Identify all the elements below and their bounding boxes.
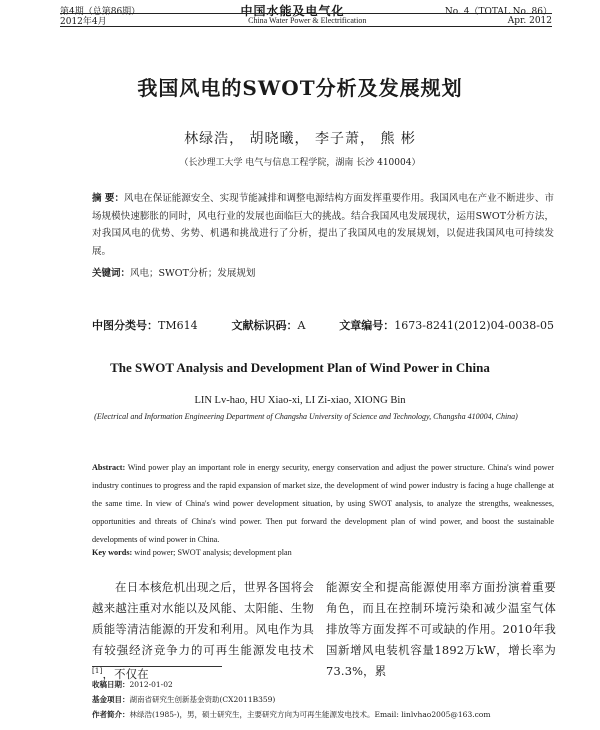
article-number <box>339 317 554 333</box>
doc-value: A <box>297 319 306 332</box>
journal-name-en: China Water Power & Electrification <box>248 16 367 25</box>
header-rule-bottom <box>60 26 552 27</box>
body-left-tail: ，不仅在 <box>102 666 149 681</box>
affiliation-en: (Electrical and Information Engineering Department of Changsha University of Science and Technology, Changsha 410004, China) <box>94 412 518 421</box>
issue-date-cn: 2012年4月 <box>60 17 107 27</box>
footnote-received <box>92 679 554 690</box>
bio-label: 作者简介： <box>92 710 130 719</box>
doc-label: 文献标识码： <box>231 319 298 332</box>
keywords-cn <box>92 265 554 279</box>
keywords-en <box>92 548 554 557</box>
fund-label: 基金项目： <box>92 695 130 704</box>
received-label: 收稿日期： <box>92 680 130 689</box>
abstract-en-label: Abstract: <box>92 463 126 472</box>
keywords-cn-label: 关键词： <box>92 268 131 279</box>
journal-name-cn: 中国水能及电气化 <box>240 4 345 18</box>
paper-title-en: The SWOT Analysis and Development Plan of Wind Power in China <box>110 360 490 375</box>
issue-number-cn: 第4期（总第86期） <box>60 7 141 17</box>
authors-cn: 林绿浩， 胡晓曦， 李子萧， 熊 彬 <box>184 131 416 147</box>
abstract-en-text: Wind power play an important role in energy security, energy conservation and adjust the power structure. China's wind power industry continues to progress and the rapid expansion of market size, the development of wind power industry is facing a huge challenge at the same time. In view of China's wind power development situation, by using SWOT analysis, to analyze the strengths, weaknesses, opportunities and threats of China's wind power. Then put forward the development plan of wind power, and boost the sustainable developments of wind power in China. <box>92 463 554 544</box>
issue-number-en: No. 4（TOTAL No. 86） <box>444 7 552 17</box>
article-label: 文章编号： <box>339 319 395 332</box>
clc-value: TM614 <box>158 319 198 332</box>
classification-row <box>92 317 554 333</box>
keywords-en-text: wind power; SWOT analysis; development plan <box>134 548 292 557</box>
issue-date-en: Apr. 2012 <box>507 15 552 26</box>
bio-text: 林绿浩(1985-)，男，硕士研究生，主要研究方向为可再生能源发电技术。Email: linlvhao2005@163.com <box>129 710 491 719</box>
affiliation-cn: （长沙理工大学 电气与信息工程学院，湖南 长沙 410004） <box>179 158 421 168</box>
body-column-left <box>92 577 314 685</box>
paper-title-cn: 我国风电的SWOT分析及发展规划 <box>137 76 463 100</box>
footnote-separator <box>92 666 222 667</box>
footnote-author-bio <box>92 709 554 720</box>
body-column-right: 能源安全和提高能源使用率方面扮演着重要角色，而且在控制环境污染和减少温室气体排放等方面发挥不可或缺的作用。2010年我国新增风电装机容量1892万kW，增长率为73.3%，累 <box>326 580 556 678</box>
received-date: 2012-01-02 <box>129 680 173 689</box>
keywords-cn-text: 风电；SWOT分析；发展规划 <box>130 268 256 279</box>
abstract-cn-label: 摘 要： <box>92 193 125 204</box>
footnote-fund <box>92 694 554 705</box>
citation-ref[interactable]: [1] <box>92 667 103 675</box>
article-value: 1673-8241(2012)04-0038-05 <box>394 319 554 332</box>
authors-en: LIN Lv-hao, HU Xiao-xi, LI Zi-xiao, XIONG Bin <box>194 395 406 406</box>
body-left-text: 在日本核危机出现之后，世界各国将会越来越注重对水能以及风能、太阳能、生物质能等清洁能源的开发和利用。风电作为具有较强经济竞争力的可再生能源发电技术 <box>92 580 314 657</box>
clc-label: 中图分类号： <box>92 319 158 332</box>
clc-number <box>92 317 198 333</box>
abstract-cn-text: 风电在保证能源安全、实现节能减排和调整电源结构方面发挥重要作用。我国风电在产业不断进步、市场规模快速膨胀的同时，风电行业的发展也面临巨大的挑战。结合我国风电发展现状，运用SWOT分析方法，对我国风电的优势、劣势、机遇和挑战进行了分析，提出了我国风电的发展规划，以促进我国风电可持续发展。 <box>92 193 554 257</box>
keywords-en-label: Key words: <box>92 548 133 557</box>
abstract-en <box>92 459 554 549</box>
fund-text: 湖南省研究生创新基金资助(CX2011B359) <box>129 695 276 704</box>
document-code <box>231 317 305 333</box>
abstract-cn <box>92 190 554 260</box>
